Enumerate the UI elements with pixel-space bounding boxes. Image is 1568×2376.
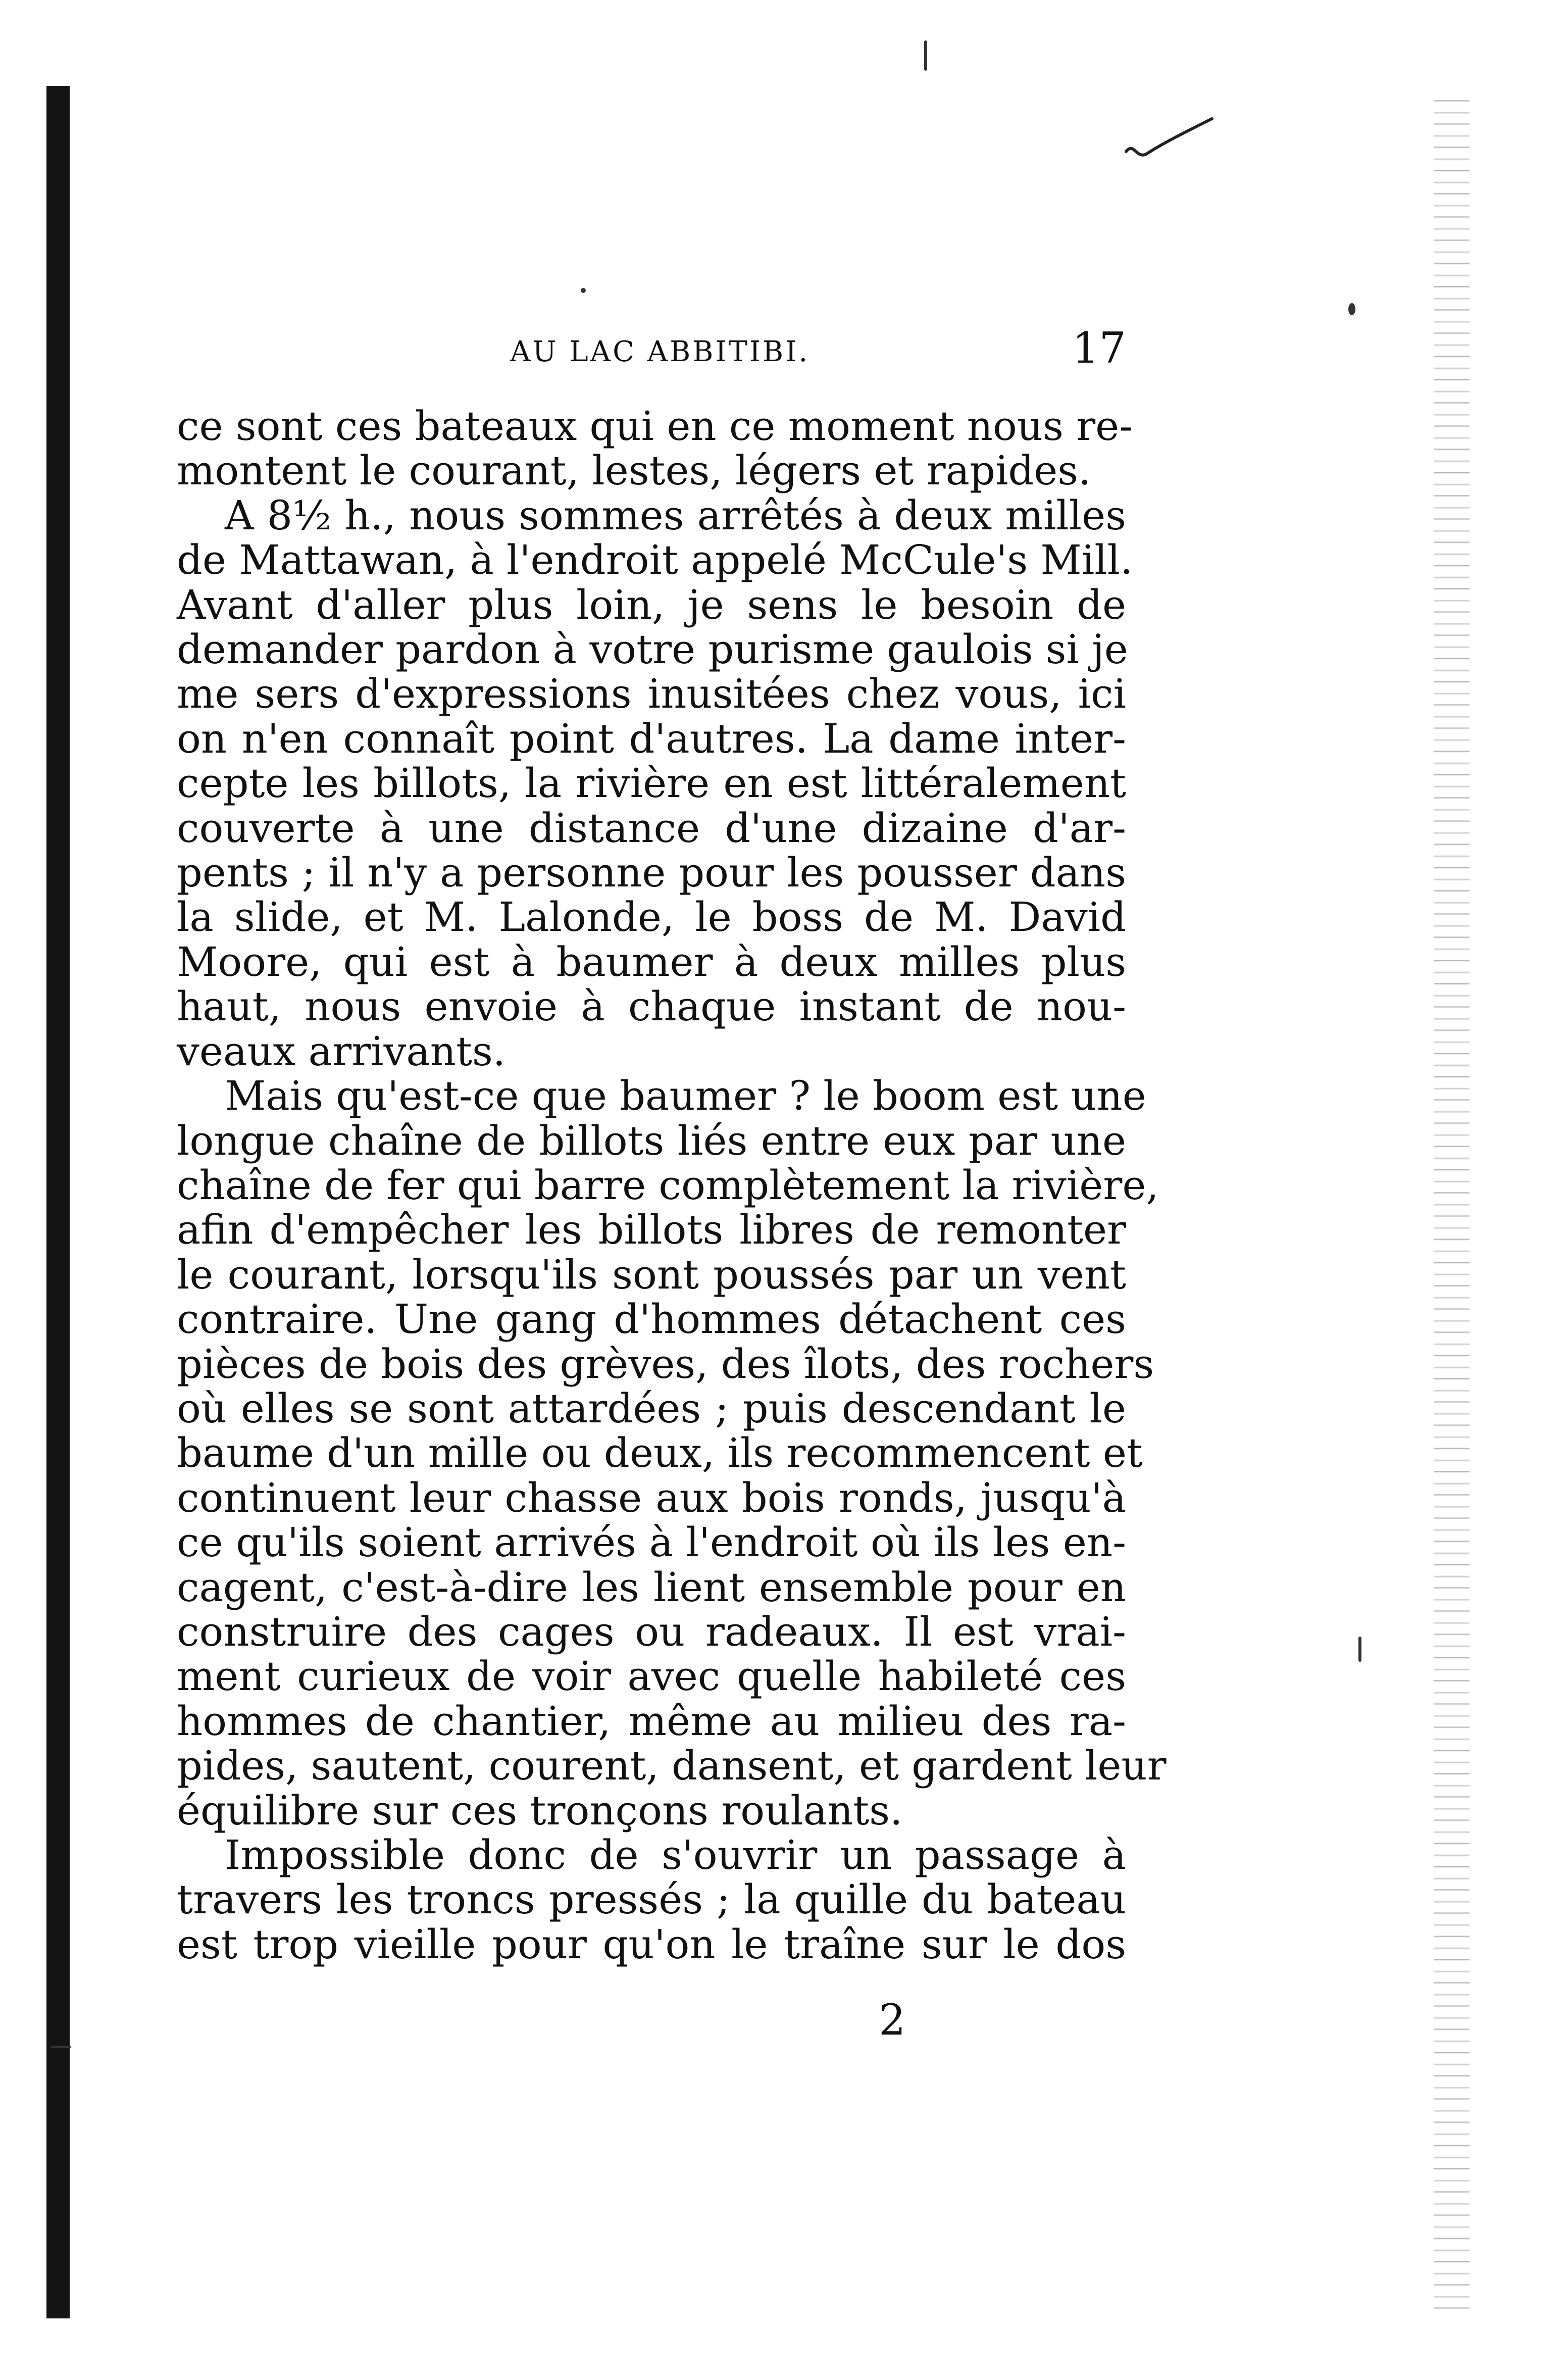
text-line: afin d'empêcher les billots libres de remonter <box>177 1206 1126 1254</box>
text-line: hommes de chantier, même au milieu des ra- <box>177 1697 1126 1745</box>
text-line: pides, sautent, courent, dansent, et gardent leur <box>177 1742 1167 1790</box>
text-line: ce qu'ils soient arrivés à l'endroit où ils les en- <box>177 1519 1126 1566</box>
running-title: AU LAC ABBITIBI. <box>510 335 810 368</box>
text-line: montent le courant, lestes, légers et rapides. <box>177 447 1091 494</box>
text-line: cagent, c'est-à-dire les lient ensemble pour en <box>177 1563 1126 1611</box>
page-number: 17 <box>1072 323 1126 373</box>
page-header <box>192 323 1126 379</box>
text-line: construire des cages ou radeaux. Il est vrai- <box>177 1608 1126 1655</box>
text-line: Avant d'aller plus loin, je sens le besoin de <box>177 581 1126 628</box>
text-line: de Mattawan, à l'endroit appelé McCule's Mill. <box>177 536 1133 584</box>
text-line: pièces de bois des grèves, des îlots, des rochers <box>177 1340 1154 1388</box>
text-line: ment curieux de voir avec quelle habileté ces <box>177 1653 1126 1700</box>
text-line: cepte les billots, la rivière en est littéralement <box>177 760 1126 807</box>
text-line: Moore, qui est à baumer à deux milles plus <box>177 938 1126 985</box>
scan-speck <box>1358 1637 1361 1662</box>
text-line: la slide, et M. Lalonde, le boss de M. David <box>177 894 1126 941</box>
text-line: Impossible donc de s'ouvrir un passage à <box>225 1831 1126 1878</box>
text-line: me sers d'expressions inusitées chez vous, ici <box>177 670 1126 718</box>
text-line: on n'en connaît point d'autres. La dame inter- <box>177 715 1126 762</box>
text-line: équilibre sur ces tronçons roulants. <box>177 1787 903 1834</box>
text-line: le courant, lorsqu'ils sont poussés par un vent <box>177 1251 1126 1298</box>
text-line: est trop vieille pour qu'on le traîne sur le dos <box>177 1920 1126 1968</box>
scan-gutter-noise <box>1434 91 1470 2313</box>
binding-edge <box>46 86 70 2318</box>
text-line: contraire. Une gang d'hommes détachent ces <box>177 1296 1126 1343</box>
signature-mark: 2 <box>879 1995 906 2045</box>
text-line: longue chaîne de billots liés entre eux par une <box>177 1117 1126 1164</box>
body-text <box>177 403 1167 1968</box>
text-line: pents ; il n'y a personne pour les pousser dans <box>177 849 1126 897</box>
text-line: ce sont ces bateaux qui en ce moment nous re- <box>177 403 1133 450</box>
text-line: couverte à une distance d'une dizaine d'ar- <box>177 804 1126 852</box>
text-line: continuent leur chasse aux bois ronds, jusqu'à <box>177 1474 1126 1521</box>
scan-speck <box>1348 303 1355 315</box>
text-line: haut, nous envoie à chaque instant de nou- <box>177 983 1126 1030</box>
text-line: chaîne de fer qui barre complètement la rivière, <box>177 1161 1159 1209</box>
text-line: A 8½ h., nous sommes arrêtés à deux milles <box>225 491 1126 539</box>
pencil-check-icon <box>1116 116 1217 162</box>
text-line: travers les troncs pressés ; la quille du bateau <box>177 1876 1126 1923</box>
text-line: demander pardon à votre purisme gaulois si je <box>177 626 1128 673</box>
text-line: Mais qu'est-ce que baumer ? le boom est une <box>225 1072 1146 1120</box>
scan-speck <box>50 2046 71 2048</box>
scan-speck <box>924 40 927 71</box>
scan-speck <box>581 288 586 293</box>
text-line: où elles se sont attardées ; puis descendant le <box>177 1384 1126 1432</box>
text-line: veaux arrivants. <box>177 1027 506 1075</box>
text-line: baume d'un mille ou deux, ils recommencent et <box>177 1429 1143 1477</box>
